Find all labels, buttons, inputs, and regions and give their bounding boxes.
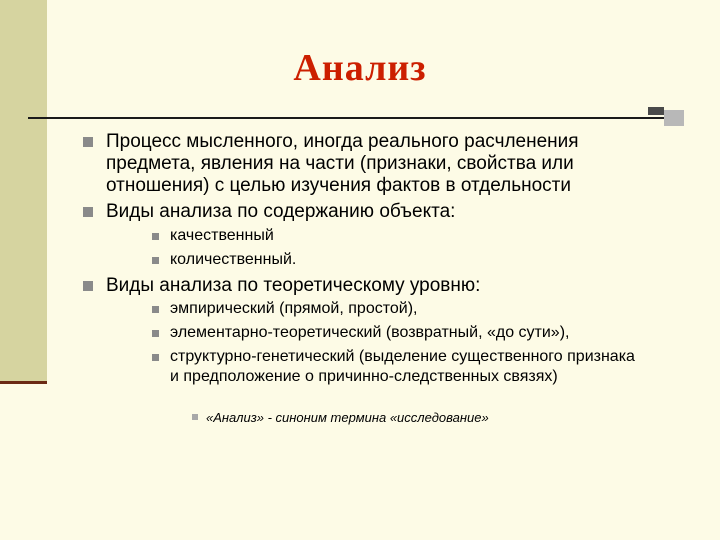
sub-bullet-item	[170, 323, 650, 343]
sub-bullet-item	[170, 347, 638, 387]
bullet-text: качественный	[170, 227, 274, 244]
square-bullet-icon	[152, 330, 159, 337]
bullet-text: количественный.	[170, 251, 297, 268]
slide-title: Анализ	[293, 47, 427, 89]
sub-bullet-item	[170, 226, 650, 246]
bullet-text: Процесс мысленного, иногда реального расчленения предмета, явления на части (признаки, свойства или отношения) с целью изучения фактов в отдельности	[106, 131, 579, 196]
square-bullet-icon	[83, 137, 93, 147]
sub-bullet-item	[170, 250, 650, 270]
square-bullet-icon	[152, 233, 159, 240]
square-bullet-icon	[152, 257, 159, 264]
bullet-item	[106, 201, 666, 223]
bullet-text: Виды анализа по теоретическому уровню:	[106, 275, 481, 296]
bullet-text: элементарно-теоретический (возвратный, «до сути»),	[170, 324, 570, 341]
bullet-item	[106, 131, 626, 197]
square-bullet-icon	[152, 354, 159, 361]
bullet-text: Виды анализа по содержанию объекта:	[106, 201, 456, 222]
bullet-text: «Анализ» - синоним термина «исследование»	[206, 410, 489, 425]
bullet-item	[106, 275, 666, 297]
bullet-text: эмпирический (прямой, простой),	[170, 300, 418, 317]
square-bullet-icon	[83, 281, 93, 291]
square-bullet-icon	[83, 207, 93, 217]
sub-sub-bullet-item	[206, 409, 646, 427]
square-bullet-icon	[152, 306, 159, 313]
square-bullet-icon	[192, 414, 198, 420]
bullet-text: структурно-генетический (выделение существенного признака и предположение о причинно-следственных связях)	[170, 348, 635, 385]
sub-bullet-item	[170, 299, 650, 319]
